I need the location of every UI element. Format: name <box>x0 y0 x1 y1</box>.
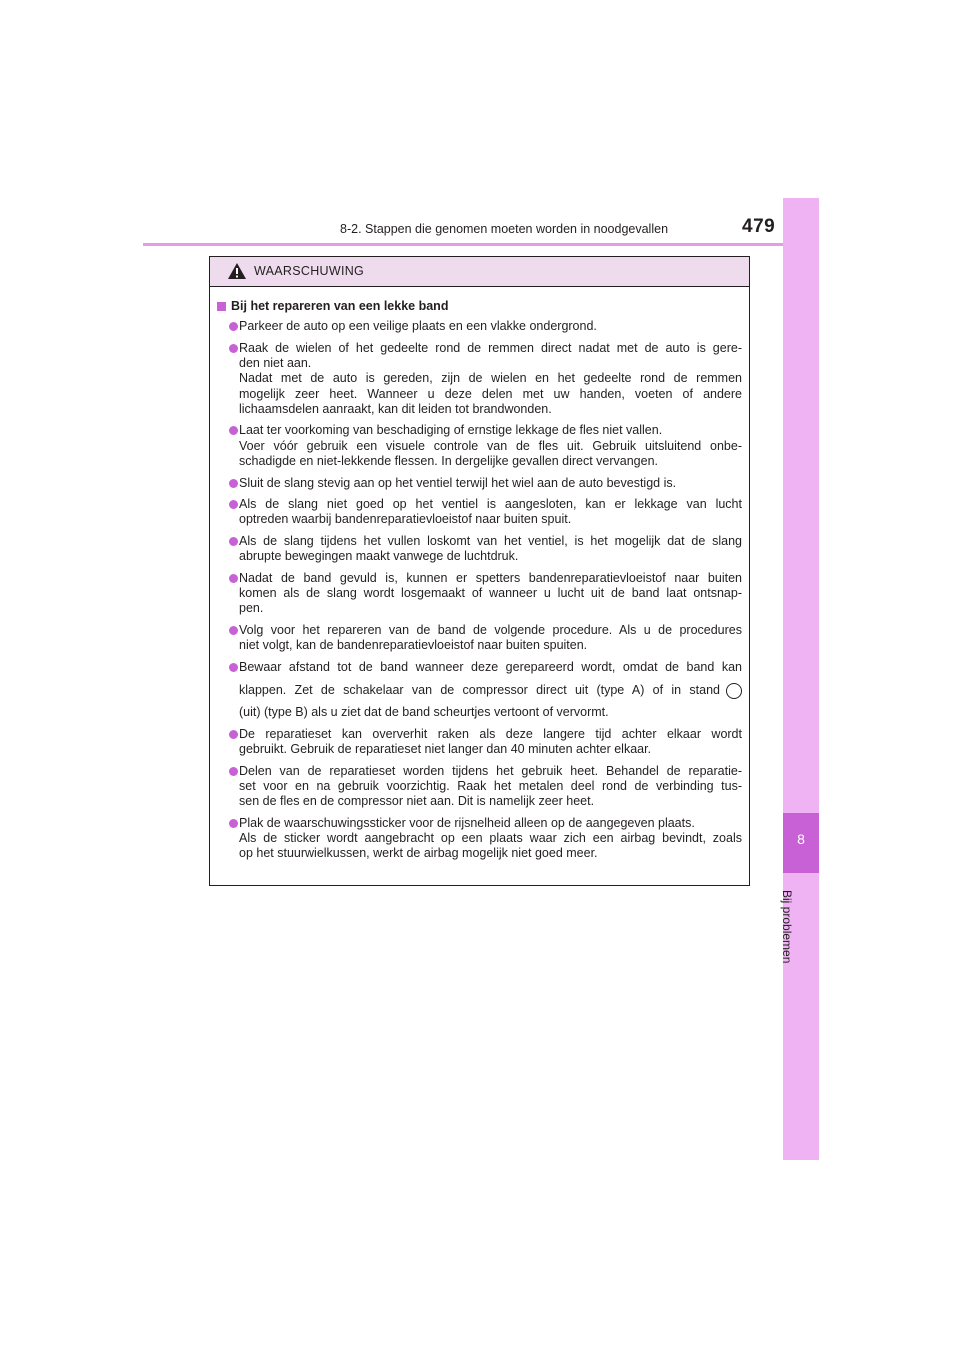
section-heading-text: Bij het repareren van een lekke band <box>231 299 449 313</box>
warning-item-switch <box>217 660 742 720</box>
warning-list <box>217 319 742 653</box>
bullet-dot-icon <box>229 767 238 776</box>
item-line: Voer vóór gebruik een visuele controle van de fles uit. Gebruik uitsluitend onbe- <box>239 438 742 453</box>
item-line: komen als de slang wordt losgemaakt of wanneer u lucht uit de band laat ontsnap- <box>239 586 742 601</box>
item-line: pen. <box>239 601 264 616</box>
chapter-title <box>780 890 816 990</box>
warning-item <box>217 816 742 862</box>
item-line: Volg voor het repareren van de band de volgende procedure. Als u de procedures <box>239 623 742 638</box>
bullet-dot-icon <box>229 574 238 583</box>
warning-item <box>217 571 742 617</box>
item-line: Bewaar afstand tot de band wanneer deze gerepareerd wordt, omdat de band kan <box>239 660 742 675</box>
item-line: set voor en na gebruik voorzichtig. Raak het metalen deel rond de verbinding tus- <box>239 779 742 794</box>
square-bullet-icon <box>217 302 226 311</box>
chapter-number: 8 <box>797 831 805 847</box>
item-line: Laat ter voorkoming van beschadiging of ernstige lekkage de fles niet vallen. <box>239 423 663 438</box>
warning-list-continued <box>217 727 742 862</box>
bullet-dot-icon <box>229 626 238 635</box>
chapter-title-text: Bij problemen <box>780 890 794 964</box>
item-line: (uit) (type B) als u ziet dat de band scheurtjes vertoont of vervormt. <box>239 705 609 720</box>
bullet-dot-icon <box>229 322 238 331</box>
warning-item <box>217 727 742 757</box>
item-line: lichaamsdelen aanraakt, kan dit leiden tot brandwonden. <box>239 401 552 416</box>
warning-body <box>210 287 749 862</box>
bullet-dot-icon <box>229 730 238 739</box>
warning-item <box>217 764 742 810</box>
item-line-text: klappen. Zet de schakelaar van de compressor direct uit (type A) of in stand <box>239 683 720 698</box>
item-line: Als de sticker wordt aangebracht op een plaats waar zich een airbag bevindt, zoals <box>239 831 742 846</box>
warning-item <box>217 497 742 527</box>
item-line: gebruikt. Gebruik de reparatieset niet langer dan 40 minuten achter elkaar. <box>239 742 652 757</box>
warning-title: WAARSCHUWING <box>254 264 365 278</box>
item-line: Delen van de reparatieset worden tijdens het gebruik heet. Behandel de reparatie- <box>239 763 742 778</box>
item-line: mogelijk zeer heet. Wanneer u deze delen met uw handen, voeten of andere <box>239 386 742 401</box>
bullet-dot-icon <box>229 819 238 828</box>
warning-box <box>209 256 750 886</box>
warning-item <box>217 423 742 469</box>
section-header: 8-2. Stappen die genomen moeten worden in noodgevallen <box>340 222 669 236</box>
item-line: Parkeer de auto op een veilige plaats en een vlakke ondergrond. <box>239 319 597 334</box>
bullet-dot-icon <box>229 663 238 672</box>
item-line: optreden waarbij bandenreparatievloeistof naar buiten spuit. <box>239 512 572 527</box>
item-line: sen de fles en de compressor niet aan. Dit is namelijk zeer heet. <box>239 794 595 809</box>
item-line: Als de slang niet goed op het ventiel is aangesloten, kan er lekkage van lucht <box>239 497 742 512</box>
bullet-dot-icon <box>229 344 238 353</box>
item-line: den niet aan. <box>239 356 312 371</box>
warning-item <box>217 623 742 653</box>
warning-item <box>217 534 742 564</box>
item-line: op het stuurwielkussen, werkt de airbag mogelijk niet goed meer. <box>239 846 598 861</box>
header-rule <box>143 243 819 246</box>
bullet-dot-icon <box>229 537 238 546</box>
warning-item <box>217 341 742 417</box>
section-heading <box>217 299 742 314</box>
bullet-dot-icon <box>229 500 238 509</box>
item-line-with-symbol <box>239 675 742 705</box>
item-line: schadigde en niet-lekkende flessen. In dergelijke gevallen direct vervangen. <box>239 453 659 468</box>
chapter-side-tab <box>783 198 819 1160</box>
item-line: Nadat met de auto is gereden, zijn de wielen en het gedeelte rond de remmen <box>239 371 742 386</box>
off-position-icon <box>726 683 742 699</box>
item-line: Als de slang tijdens het vullen loskomt van het ventiel, is het mogelijk dat de slang <box>239 534 742 549</box>
bullet-dot-icon <box>229 426 238 435</box>
warning-item <box>217 319 742 334</box>
item-line: niet volgt, kan de bandenreparatievloeistof naar buiten spuiten. <box>239 638 588 653</box>
item-line: abrupte bewegingen maakt vanwege de luchtdruk. <box>239 549 519 564</box>
warning-item <box>217 476 742 491</box>
warning-header <box>210 257 749 287</box>
bullet-dot-icon <box>229 479 238 488</box>
item-line: Raak de wielen of het gedeelte rond de remmen direct nadat met de auto is gere- <box>239 340 742 355</box>
item-line: Sluit de slang stevig aan op het ventiel terwijl het wiel aan de auto bevestigd is. <box>239 475 677 490</box>
item-line: De reparatieset kan oververhit raken als deze langere tijd achter elkaar wordt <box>239 726 742 741</box>
item-line: Plak de waarschuwingssticker voor de rijsnelheid alleen op de aangegeven plaats. <box>239 815 695 830</box>
page-number: 479 <box>742 216 776 237</box>
warning-triangle-icon <box>227 262 247 280</box>
item-line: Nadat de band gevuld is, kunnen er spetters bandenreparatievloeistof naar buiten <box>239 571 742 586</box>
